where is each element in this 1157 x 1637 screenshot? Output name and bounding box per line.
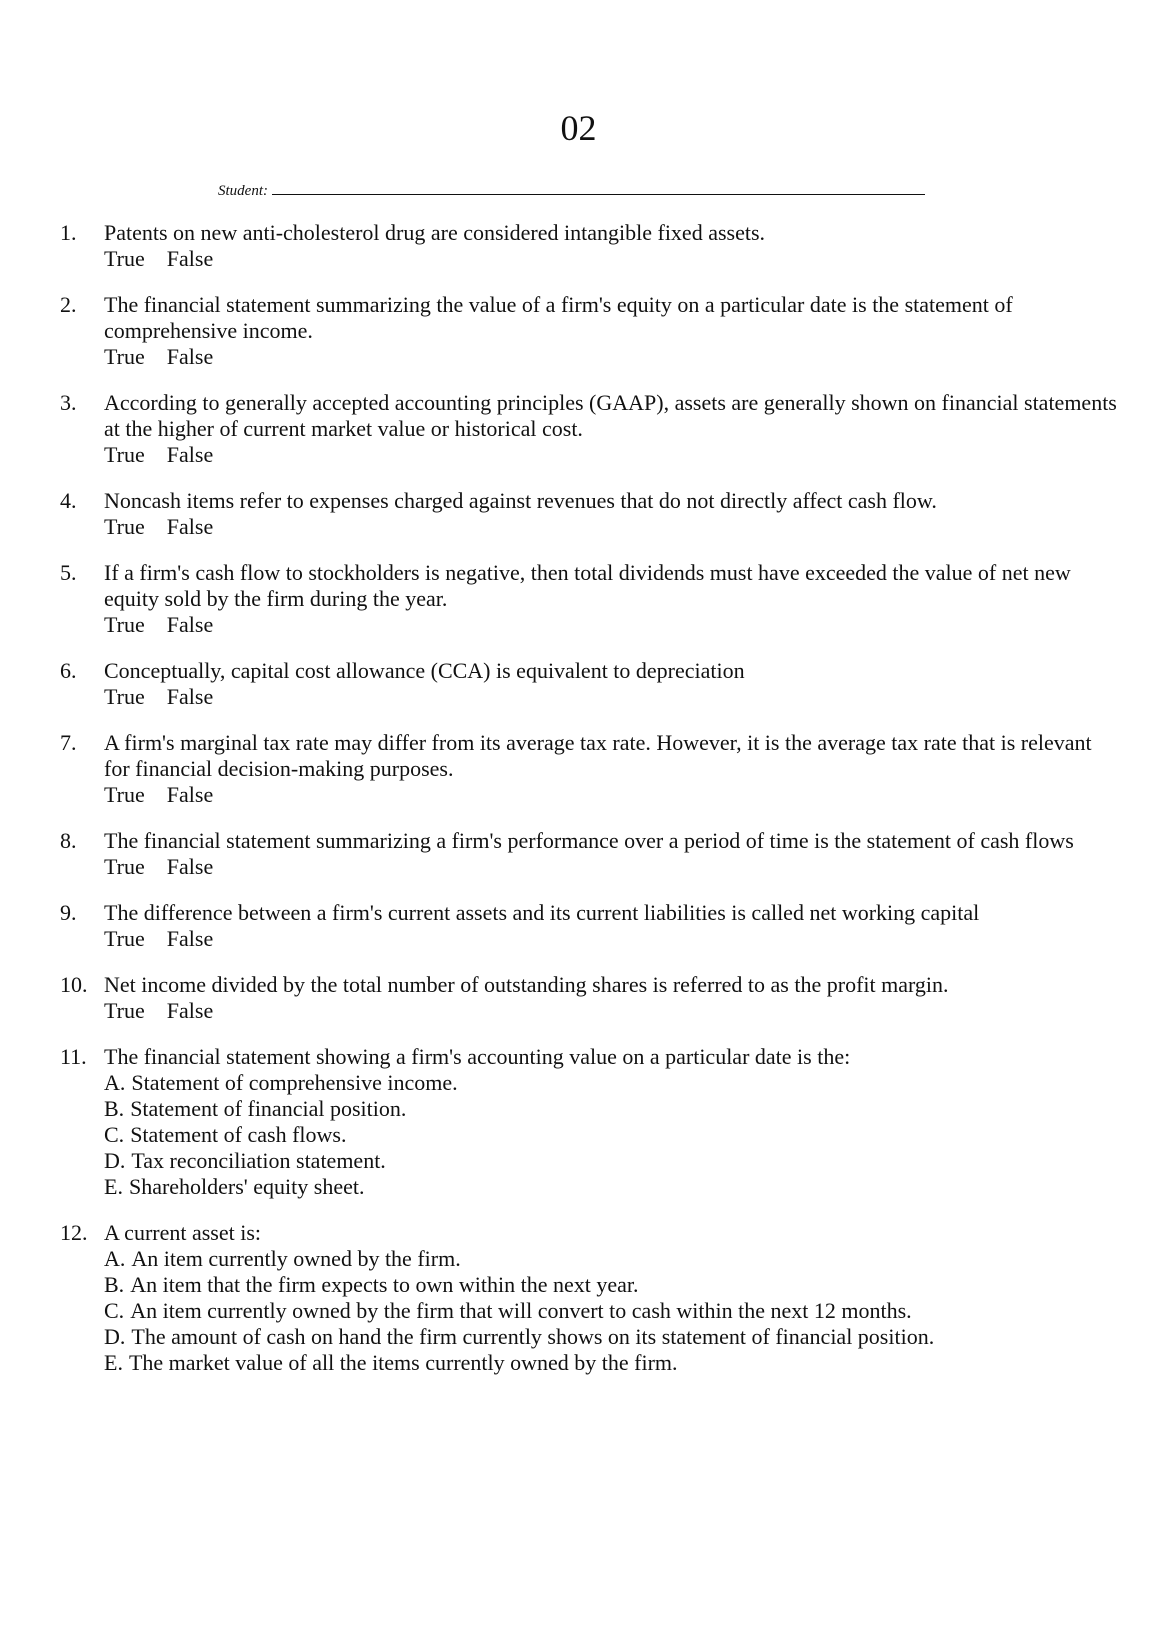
option-text: Statement of comprehensive income. [131, 1070, 458, 1095]
option-letter: D. [104, 1148, 126, 1173]
question-number: 9. [60, 900, 77, 925]
question-3 [0, 390, 1157, 468]
answer-options [104, 1070, 1117, 1200]
question-9 [0, 900, 1157, 952]
true-choice[interactable]: True [104, 998, 145, 1023]
option-e[interactable] [104, 1350, 1117, 1376]
option-e[interactable] [104, 1174, 1117, 1200]
option-d[interactable] [104, 1324, 1117, 1350]
question-text: The financial statement showing a firm's accounting value on a particular date is the: [104, 1044, 851, 1069]
true-false-choices [104, 514, 1117, 540]
true-false-choices [104, 926, 1117, 952]
question-text: A firm's marginal tax rate may differ from its average tax rate. However, it is the average tax rate that is relevant for financial decision-making purposes. [104, 730, 1092, 781]
true-false-choices [104, 612, 1117, 638]
question-text: The financial statement summarizing a firm's performance over a period of time is the statement of cash flows [104, 828, 1074, 853]
true-false-choices [104, 442, 1117, 468]
question-number: 7. [60, 730, 77, 755]
question-8 [0, 828, 1157, 880]
question-5 [0, 560, 1157, 638]
option-b[interactable] [104, 1096, 1117, 1122]
question-number: 5. [60, 560, 77, 585]
true-choice[interactable]: True [104, 926, 145, 951]
false-choice[interactable]: False [166, 684, 214, 709]
student-name-line [218, 180, 925, 201]
true-false-choices [104, 998, 1117, 1024]
false-choice[interactable]: False [166, 344, 214, 369]
true-choice[interactable]: True [104, 782, 145, 807]
question-number: 12. [60, 1220, 88, 1245]
false-choice[interactable]: False [166, 514, 214, 539]
true-false-choices [104, 684, 1117, 710]
question-list [0, 220, 1157, 1396]
true-choice[interactable]: True [104, 684, 145, 709]
option-text: Statement of financial position. [130, 1096, 407, 1121]
option-text: An item that the firm expects to own within the next year. [130, 1272, 639, 1297]
student-name-blank[interactable] [272, 180, 925, 195]
answer-options [104, 1246, 1117, 1376]
question-number: 11. [60, 1044, 87, 1069]
option-letter: C. [104, 1298, 125, 1323]
false-choice[interactable]: False [166, 854, 214, 879]
question-text: Patents on new anti-cholesterol drug are considered intangible fixed assets. [104, 220, 766, 245]
option-letter: E. [104, 1350, 123, 1375]
option-c[interactable] [104, 1122, 1117, 1148]
option-letter: B. [104, 1096, 125, 1121]
option-letter: C. [104, 1122, 125, 1147]
true-false-choices [104, 344, 1117, 370]
question-text: The financial statement summarizing the value of a firm's equity on a particular date is the statement of comprehensive income. [104, 292, 1013, 343]
option-c[interactable] [104, 1298, 1117, 1324]
option-text: An item currently owned by the firm that will convert to cash within the next 12 months. [130, 1298, 912, 1323]
option-letter: E. [104, 1174, 123, 1199]
question-6 [0, 658, 1157, 710]
question-text: If a firm's cash flow to stockholders is negative, then total dividends must have exceeded the value of net new equity sold by the firm during the year. [104, 560, 1071, 611]
option-text: The market value of all the items currently owned by the firm. [128, 1350, 678, 1375]
option-letter: A. [104, 1246, 126, 1271]
true-false-choices [104, 854, 1117, 880]
false-choice[interactable]: False [166, 998, 214, 1023]
option-b[interactable] [104, 1272, 1117, 1298]
option-text: Shareholders' equity sheet. [128, 1174, 365, 1199]
true-choice[interactable]: True [104, 514, 145, 539]
true-choice[interactable]: True [104, 246, 145, 271]
false-choice[interactable]: False [166, 782, 214, 807]
question-number: 8. [60, 828, 77, 853]
page-title: 02 [560, 108, 597, 148]
question-number: 3. [60, 390, 77, 415]
option-letter: D. [104, 1324, 126, 1349]
option-a[interactable] [104, 1246, 1117, 1272]
question-number: 4. [60, 488, 77, 513]
true-choice[interactable]: True [104, 442, 145, 467]
question-text: A current asset is: [104, 1220, 262, 1245]
question-10 [0, 972, 1157, 1024]
true-choice[interactable]: True [104, 854, 145, 879]
false-choice[interactable]: False [166, 612, 214, 637]
question-text: Conceptually, capital cost allowance (CCA) is equivalent to depreciation [104, 658, 745, 683]
question-number: 10. [60, 972, 88, 997]
question-7 [0, 730, 1157, 808]
true-choice[interactable]: True [104, 344, 145, 369]
option-text: Statement of cash flows. [130, 1122, 347, 1147]
question-text: Net income divided by the total number of outstanding shares is referred to as the profit margin. [104, 972, 949, 997]
question-11 [0, 1044, 1157, 1200]
option-text: The amount of cash on hand the firm currently shows on its statement of financial position. [131, 1324, 935, 1349]
false-choice[interactable]: False [166, 442, 214, 467]
option-d[interactable] [104, 1148, 1117, 1174]
option-text: An item currently owned by the firm. [131, 1246, 461, 1271]
question-2 [0, 292, 1157, 370]
true-false-choices [104, 782, 1117, 808]
option-letter: A. [104, 1070, 126, 1095]
true-choice[interactable]: True [104, 612, 145, 637]
question-number: 2. [60, 292, 77, 317]
question-text: According to generally accepted accounting principles (GAAP), assets are generally shown on financial statements at the higher of current market value or historical cost. [104, 390, 1117, 441]
option-text: Tax reconciliation statement. [131, 1148, 386, 1173]
question-1 [0, 220, 1157, 272]
option-a[interactable] [104, 1070, 1117, 1096]
false-choice[interactable]: False [166, 246, 214, 271]
option-letter: B. [104, 1272, 125, 1297]
question-number: 1. [60, 220, 77, 245]
question-text: The difference between a firm's current assets and its current liabilities is called net working capital [104, 900, 980, 925]
question-12 [0, 1220, 1157, 1376]
true-false-choices [104, 246, 1117, 272]
question-4 [0, 488, 1157, 540]
question-text: Noncash items refer to expenses charged against revenues that do not directly affect cash flow. [104, 488, 937, 513]
student-label: Student: [218, 183, 268, 199]
false-choice[interactable]: False [166, 926, 214, 951]
question-number: 6. [60, 658, 77, 683]
